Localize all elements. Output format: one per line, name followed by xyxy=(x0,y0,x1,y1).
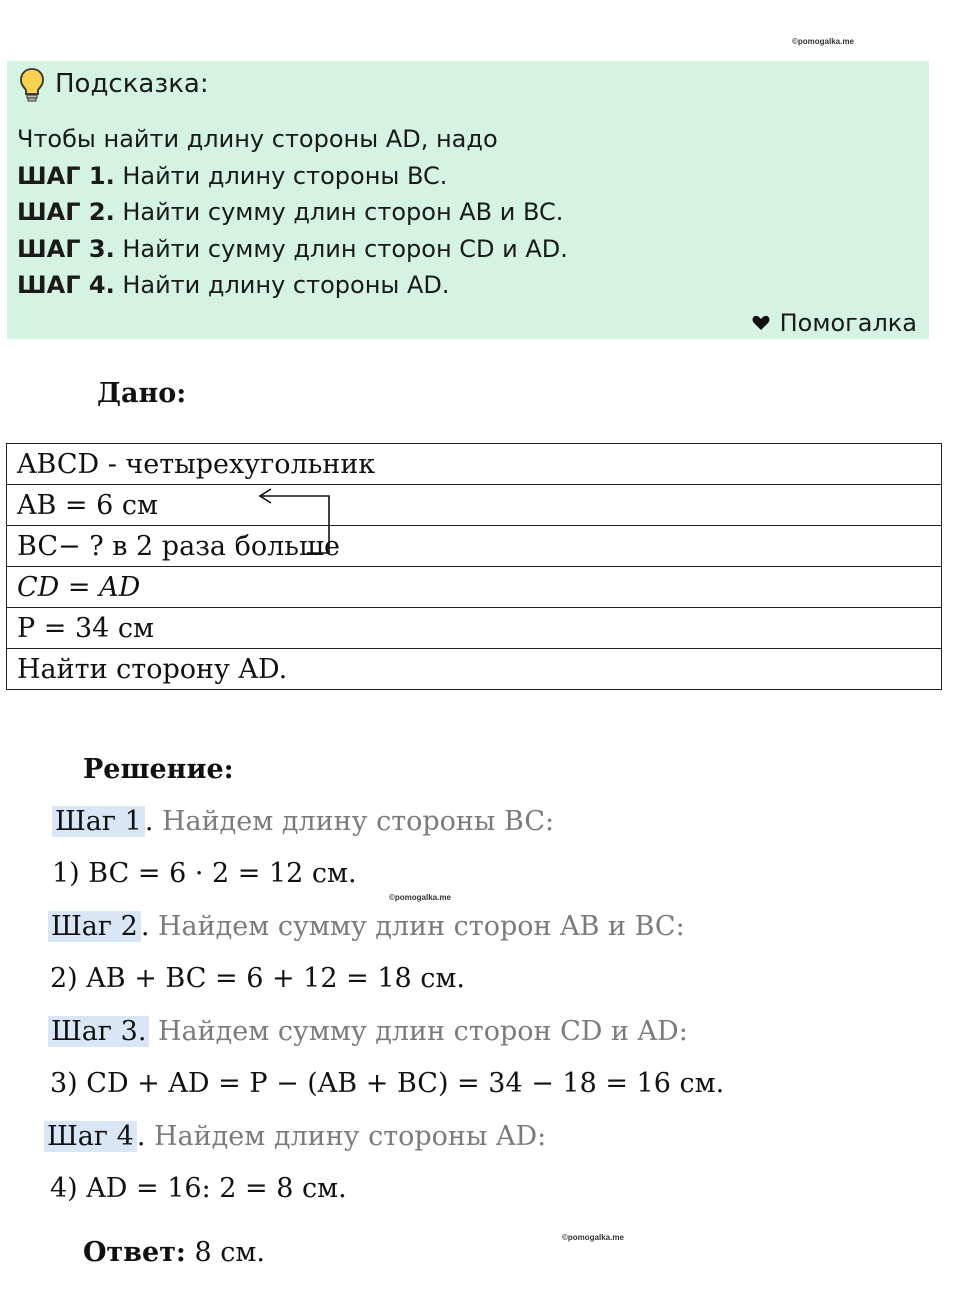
step-dot: . xyxy=(136,1121,146,1152)
watermark-middle: ©pomogalka.me xyxy=(389,893,451,902)
hint-step-text: Найти длину стороны BC. xyxy=(114,161,448,190)
hint-step-1 xyxy=(17,158,568,195)
given-row xyxy=(7,526,942,567)
given-cell: CD = AD xyxy=(7,567,942,608)
given-heading: Дано: xyxy=(97,378,187,409)
solution-step-1 xyxy=(52,806,554,837)
step-label: Шаг 2 xyxy=(48,911,141,942)
hint-intro: Чтобы найти длину стороны AD, надо xyxy=(17,125,498,153)
hint-step-3 xyxy=(17,231,568,268)
hint-step-label: ШАГ 2. xyxy=(17,198,115,226)
hint-step-label: ШАГ 1. xyxy=(17,161,115,190)
given-cell: AB = 6 см xyxy=(7,485,942,526)
watermark-top: ©pomogalka.me xyxy=(792,37,854,46)
solution-step-3 xyxy=(48,1016,688,1047)
step-text: Найдем длину стороны AD: xyxy=(145,1121,547,1152)
hint-step-label: ШАГ 4. xyxy=(17,271,115,299)
hint-step-2 xyxy=(17,194,568,231)
hint-text xyxy=(17,121,568,304)
step-text: Найдем сумму длин сторон CD и AD: xyxy=(149,1016,688,1047)
step-dot: . xyxy=(144,806,154,837)
given-row xyxy=(7,444,942,485)
step-label: Шаг 1 xyxy=(52,806,145,837)
bracket-arrow-icon xyxy=(255,486,335,558)
calc-2: 2) AB + BC = 6 + 12 = 18 см. xyxy=(50,963,465,994)
step-label: Шаг 4 xyxy=(44,1121,137,1152)
given-cell: P = 34 см xyxy=(7,608,942,649)
step-dot: . xyxy=(140,911,150,942)
given-table xyxy=(6,443,942,690)
solution-step-4 xyxy=(44,1121,546,1152)
hint-step-text: Найти сумму длин сторон AB и BC. xyxy=(114,198,564,226)
given-cell: BC− ? в 2 раза больше xyxy=(7,526,942,567)
hint-signature xyxy=(752,309,917,337)
given-row xyxy=(7,608,942,649)
answer-value: 8 см. xyxy=(185,1237,265,1268)
signature-text: Помогалка xyxy=(779,309,917,337)
given-row xyxy=(7,485,942,526)
calc-4: 4) AD = 16: 2 = 8 см. xyxy=(50,1173,347,1204)
answer xyxy=(83,1237,265,1268)
lightbulb-icon xyxy=(19,67,45,103)
hint-step-label: ШАГ 3. xyxy=(17,234,115,263)
step-label: Шаг 3. xyxy=(48,1016,149,1047)
hint-step-4 xyxy=(17,267,568,304)
heart-icon xyxy=(752,315,770,331)
solution-heading: Решение: xyxy=(83,754,234,785)
given-row xyxy=(7,567,942,608)
step-text: Найдем сумму длин сторон AB и BC: xyxy=(149,911,685,942)
step-text: Найдем длину стороны BC: xyxy=(153,806,555,837)
calc-3: 3) CD + AD = P − (AB + BC) = 34 − 18 = 16 см. xyxy=(50,1068,725,1099)
given-row xyxy=(7,649,942,690)
given-cell: ABCD - четырехугольник xyxy=(7,444,942,485)
hint-step-text: Найти длину стороны AD. xyxy=(114,271,450,299)
given-cell: Найти сторону AD. xyxy=(7,649,942,690)
hint-step-text: Найти сумму длин сторон CD и AD. xyxy=(114,234,568,263)
hint-box xyxy=(7,61,929,339)
calc-1: 1) BC = 6 · 2 = 12 см. xyxy=(52,858,357,889)
solution-step-2 xyxy=(48,911,685,942)
hint-title: Подсказка: xyxy=(55,69,209,99)
answer-label: Ответ: xyxy=(83,1237,186,1268)
watermark-bottom: ©pomogalka.me xyxy=(562,1233,624,1242)
